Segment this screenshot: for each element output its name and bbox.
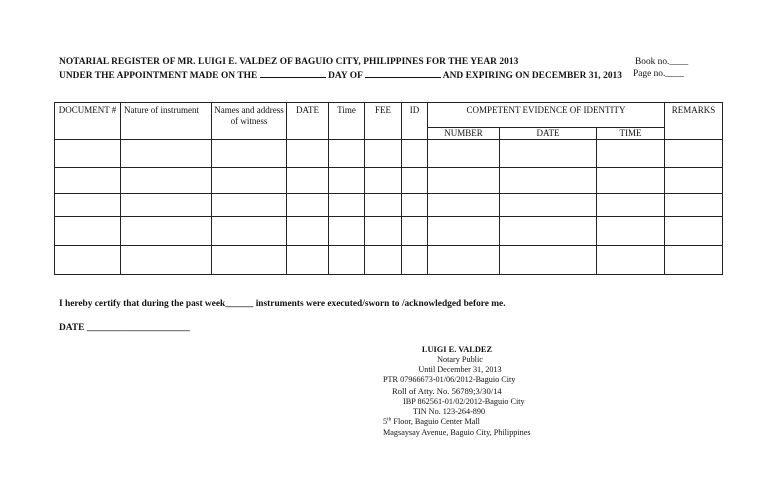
subcol-number: NUMBER: [428, 128, 500, 140]
office-floor: [383, 417, 480, 426]
col-id: ID: [402, 103, 428, 140]
floor-number: 5: [383, 417, 388, 426]
table-row: [55, 168, 723, 194]
subcol-time: TIME: [597, 128, 665, 140]
col-date: DATE: [287, 103, 329, 140]
book-number-field: Book no.____: [635, 57, 689, 67]
subcol-date: DATE: [500, 128, 597, 140]
instruments-count-blank: ______: [225, 299, 254, 309]
col-document: DOCUMENT #: [55, 103, 121, 140]
day-of-label: DAY OF: [325, 71, 365, 81]
col-fee: FEE: [365, 103, 402, 140]
notary-title: Notary Public: [437, 355, 483, 364]
ibp-number: IBP 862561-01/02/2012-Baguio City: [403, 397, 525, 406]
certification-text-start: I hereby certify that during the past week: [59, 299, 226, 309]
tin-number: TIN No. 123-264-890: [413, 407, 486, 416]
date-line: [59, 323, 190, 333]
date-label: DATE: [59, 323, 85, 333]
floor-ordinal: th: [387, 416, 392, 423]
commission-until: Until December 31, 2013: [418, 365, 502, 374]
col-remarks: REMARKS: [665, 103, 723, 140]
table-row: [55, 217, 723, 246]
ptr-number: PTR 07966673-01/06/2012-Baguio City: [383, 375, 516, 384]
register-title-line1: NOTARIAL REGISTER OF MR. LUIGI E. VALDEZ OF BAGUIO CITY, PHILIPPINES FOR THE YEAR 2013: [59, 57, 519, 67]
col-nature-of-instrument: Nature of instrument: [121, 103, 212, 140]
table-row: [55, 246, 723, 275]
certification-statement: [59, 299, 506, 309]
appointment-blank: [260, 69, 326, 78]
table-row: [55, 194, 723, 217]
expiring-label: AND EXPIRING ON DECEMBER 31, 2013: [440, 71, 623, 81]
notary-name: LUIGI E. VALDEZ: [421, 345, 493, 354]
table-row: [55, 140, 723, 168]
floor-location: Floor, Baguio Center Mall: [391, 417, 480, 426]
day-of-blank: [365, 69, 441, 78]
appointment-label: UNDER THE APPOINTMENT MADE ON THE: [59, 71, 260, 81]
page-number-field: Page no.____: [633, 69, 685, 79]
register-title-line2: [59, 69, 622, 81]
col-names-address-witness: Names and address of witness: [212, 103, 287, 140]
office-address: Magsaysay Avenue, Baguio City, Philippines: [383, 428, 531, 437]
certification-text-end: instruments were executed/sworn to /acknowledged before me.: [253, 299, 506, 309]
notarial-register-table: [54, 102, 723, 275]
roll-of-attorneys: Roll of Atty. No. 56789;3/30/14: [392, 386, 502, 396]
date-blank: ______________________: [86, 323, 190, 333]
col-time: Time: [329, 103, 365, 140]
col-competent-evidence: COMPETENT EVIDENCE OF IDENTITY: [428, 103, 665, 128]
